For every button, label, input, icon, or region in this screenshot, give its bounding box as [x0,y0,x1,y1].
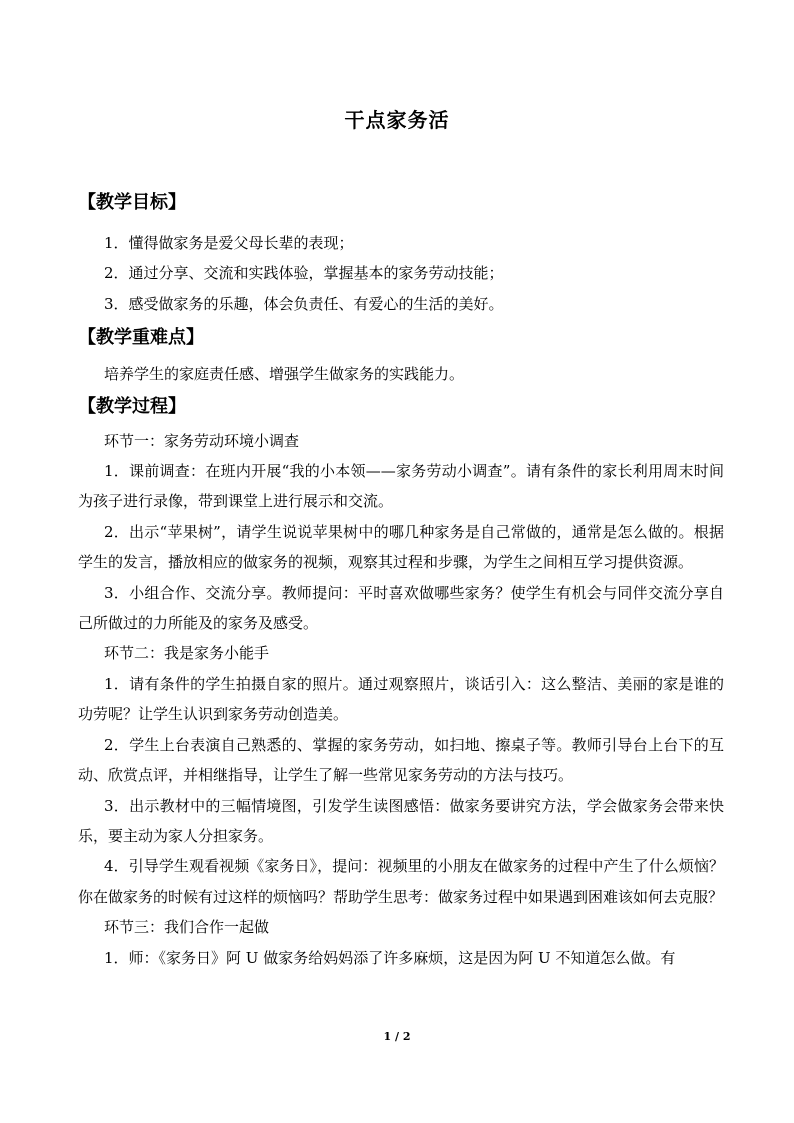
stage-heading: 环节二：我是家务小能手 [104,644,270,663]
list-item: 2．通过分享、交流和实践体验，掌握基本的家务劳动技能； [104,264,504,283]
document-title: 干点家务活 [344,108,450,132]
section-heading-process: 【教学过程】 [78,395,186,417]
paragraph: 2．学生上台表演自己熟悉的、掌握的家务劳动，如扫地、擦桌子等。教师引导台上台下的互动、欣赏点评，并相继指导，让学生了解一些常见家务劳动的方法与技巧。 [78,735,724,785]
paragraph: 1．课前调查：在班内开展“我的小本领——家务劳动小调查”。请有条件的家长利用周末时间为孩子进行录像，带到课堂上进行展示和交流。 [78,462,724,511]
process-body [78,426,724,973]
stage-heading: 环节一：家务劳动环境小调查 [104,431,300,450]
list-item: 3．感受做家务的乐趣，体会负责任、有爱心的生活的美好。 [104,294,504,313]
keypoints-text: 培养学生的家庭责任感、增强学生做家务的实践能力。 [104,365,465,384]
list-item: 1．懂得做家务是爱父母长辈的表现； [104,234,354,252]
paragraph: 2．出示“苹果树”，请学生说说苹果树中的哪几种家务是自己常做的，通常是怎么做的。根据学生的发言，播放相应的做家务的视频，观察其过程和步骤，为学生之间相互学习提供资源。 [78,522,724,572]
section-heading-keypoints: 【教学重难点】 [78,327,204,349]
section-heading-goals: 【教学目标】 [78,192,186,213]
stage-heading: 环节三：我们合作一起做 [104,918,270,937]
paragraph: 3．出示教材中的三幅情境图，引发学生读图感悟：做家务要讲究方法，学会做家务会带来快乐，要主动为家人分担家务。 [78,796,724,845]
document-body [78,188,724,973]
goals-list [78,228,724,319]
paragraph: 3．小组合作、交流分享。教师提问：平时喜欢做哪些家务？使学生有机会与同伴交流分享自己所做过的力所能及的家务及感受。 [78,583,724,633]
paragraph: 4．引导学生观看视频《家务日》，提问：视频里的小朋友在做家务的过程中产生了什么烦恼？你在做家务的时候有过这样的烦恼吗？帮助学生思考：做家务过程中如果遇到困难该如何去克服？ [78,857,724,906]
page-number: 1 / 2 [383,1030,411,1043]
paragraph: 1．师：《家务日》阿 U 做家务给妈妈添了许多麻烦，这是因为阿 U 不知道怎么做。有 [104,948,676,967]
paragraph: 1．请有条件的学生拍摄自家的照片。通过观察照片，谈话引入：这么整洁、美丽的家是谁的功劳呢？让学生认识到家务劳动创造美。 [78,674,724,724]
